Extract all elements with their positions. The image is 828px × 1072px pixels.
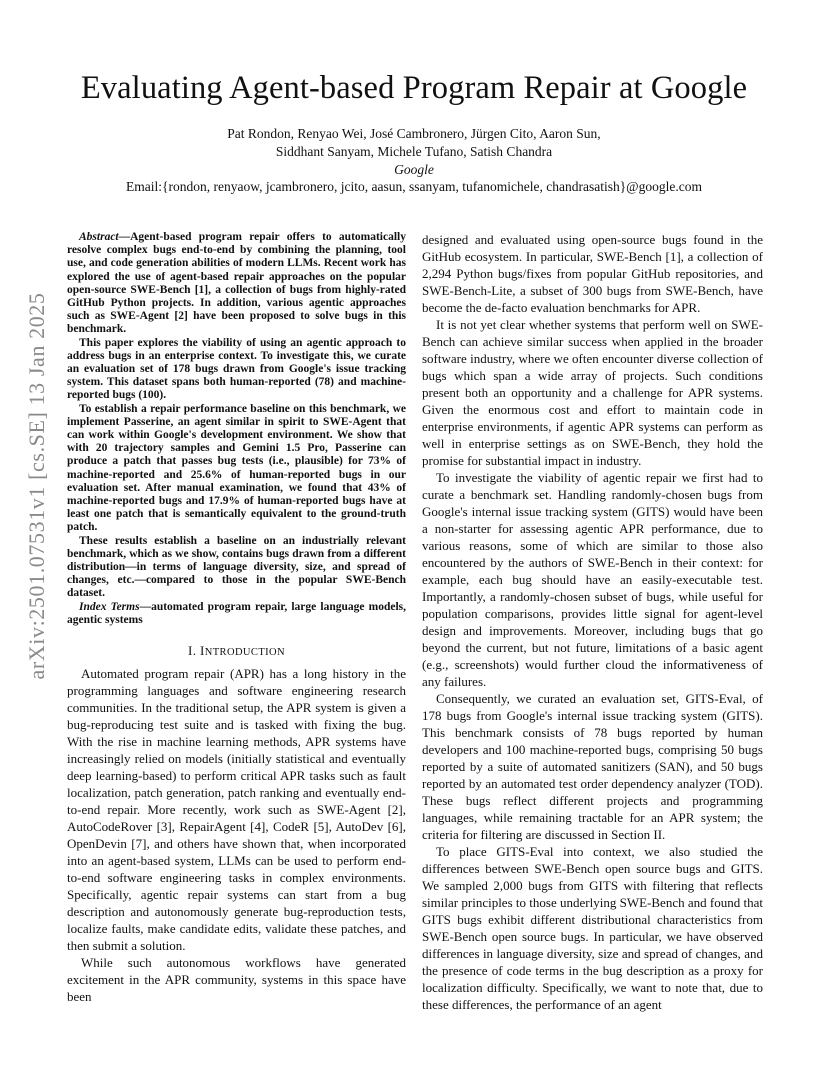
index-terms: Index Terms—automated program repair, large language models, agentic systems [67,600,406,626]
intro-paragraph-6: Consequently, we curated an evaluation set, GITS-Eval, of 178 bugs from Google's internal issue tracking system (GITS). This benchmark consists of 78 bugs reported by human developers and 100 machine-reported bugs, comprising 50 bugs reported by a suite of automated sanitizers (SAN), and 50 bugs reported by an automated test order dependency analyzer (TOD). These bugs reflect different projects and programming languages, while remaining tractable for an APR system; the criteria for filtering are discussed in Section II. [422,691,763,842]
abstract-paragraph-1: Abstract—Agent-based program repair offers to automatically resolve complex bugs end-to-end by combining the planning, tool use, and code generation abilities of modern LLMs. Recent work has explored the use of agent-based repair approaches on the popular open-source SWE-Bench [1], a collection of bugs from highly-rated GitHub Python projects. In addition, various agentic approaches such as SWE-Agent [2] have been proposed to solve bugs in this benchmark. [67,231,406,336]
intro-paragraph-4: It is not yet clear whether systems that perform well on SWE-Bench can achieve similar success when applied in the broader software industry, where we often encounter diverse collection of bugs which span a wide array of projects. Such conditions present both an opportunity and a challenge for APR systems. Given the enormous cost and effort to maintain code in enterprise environments, if agentic APR systems can perform as well in enterprise settings as on SWE-Bench, they hold the promise for substantial impact in industry. [422,317,763,468]
intro-paragraph-1: Automated program repair (APR) has a long history in the programming languages and software engineering research communities. In the traditional setup, the APR system is given a bug-reproducing test suite and is tasked with fixing the bug. With the rise in machine learning methods, APR systems have increasingly relied on models (initially statistical and eventually deep learning-based) to perform critical APR tasks such as fault localization, patch generation, patch ranking and eventually end-to-end repair. More recently, work such as SWE-Agent [2], AutoCodeRover [3], RepairAgent [4], CodeR [5], AutoDev [6], OpenDevin [7], and others have shown that, when incorporated into an agent-based system, LLMs can be used to perform end-to-end software engineering tasks in complex environments. Specifically, agentic repair systems can start from a bug description and autonomously generate bug-reproduction tests, localize faults, make candidate edits, validate these patches, and then submit a solution. [67,666,406,954]
intro-paragraph-2: While such autonomous workflows have generated excitement in the APR community, systems in this space have been [67,955,406,1005]
authors-line-2: Siddhant Sanyam, Michele Tufano, Satish Chandra [275,144,553,159]
paper-title: Evaluating Agent-based Program Repair at Google [80,70,748,106]
email-line: Email:{rondon, renyaow, jcambronero, jcito, aasun, ssanyam, tufanomichele, chandrasatish}@google.com [126,179,702,194]
section-heading-introduction: I. INTRODUCTION [187,643,285,659]
abstract-label: Abstract [79,231,119,243]
author-list [60,125,768,161]
right-column [422,231,763,1013]
affiliation: Google [394,162,434,177]
abstract-paragraph-2: This paper explores the viability of using an agentic approach to address bugs in an enterprise context. To investigate this, we curate an evaluation set of 178 bugs drawn from Google's issue tracking system. This dataset spans both human-reported (78) and machine-reported bugs (100). [67,336,406,402]
authors-line-1: Pat Rondon, Renyao Wei, José Cambronero, Jürgen Cito, Aaron Sun, [227,126,601,141]
index-terms-label: Index Terms [79,600,140,613]
intro-paragraph-3: designed and evaluated using open-source bugs found in the GitHub ecosystem. In particular, SWE-Bench [1], a collection of 2,294 Python bugs/fixes from popular GitHub repositories, and SWE-Bench-Lite, a subset of 300 bugs from SWE-Bench, have become the de-facto evaluation benchmarks for APR. [422,232,763,315]
intro-paragraph-7: To place GITS-Eval into context, we also studied the differences between SWE-Bench open source bugs and GITS. We sampled 2,000 bugs from GITS with filtering that reflects similar principles to those underlying SWE-Bench and found that GITS bugs exhibit different distributional characteristics from SWE-Bench open source bugs. In particular, we have observed differences in language diversity, size and spread of changes, and the presence of code terms in the bug description as a proxy for localization difficulty. Specifically, we want to note that, due to these differences, the performance of an agent [422,844,763,1012]
abstract-paragraph-4: These results establish a baseline on an industrially relevant benchmark, which as we show, contains bugs drawn from a different distribution—in terms of language diversity, size, and spread of changes, etc.—compared to those in the popular SWE-Bench dataset. [67,534,406,600]
abstract-paragraph-3: To establish a repair performance baseline on this benchmark, we implement Passerine, an agent similar in spirit to SWE-Agent that can work within Google's development environment. We show that with 20 trajectory samples and Gemini 1.5 Pro, Passerine can produce a patch that passes bug tests (i.e., plausible) for 73% of machine-reported and 25.6% of human-reported bugs in our evaluation set. After manual examination, we found that 43% of machine-reported bugs and 17.9% of human-reported bugs have at least one patch that is semantically equivalent to the ground-truth patch. [67,402,406,534]
arxiv-sidebar [24,292,50,680]
intro-paragraph-5: To investigate the viability of agentic repair we first had to curate a benchmark set. Handling randomly-chosen bugs from Google's internal issue tracking system (GITS) would have been a non-starter for assessing agentic APR performance, due to various reasons, some of which are similar to those also encountered by the authors of SWE-Bench in their context: for example, each bug should have an easily-executable test. Importantly, a randomly-chosen subset of bugs, while useful for population comparisons, provides little signal for agent-level design and improvements. Moreover, including bugs that go beyond the current, but not future, limitations of a basic agent (e.g., screenshots) would further cloud the informativeness of any failures. [422,470,763,689]
arxiv-identifier: arXiv:2501.07531v1 [cs.SE] 13 Jan 2025 [24,292,49,680]
left-column [67,231,406,1005]
